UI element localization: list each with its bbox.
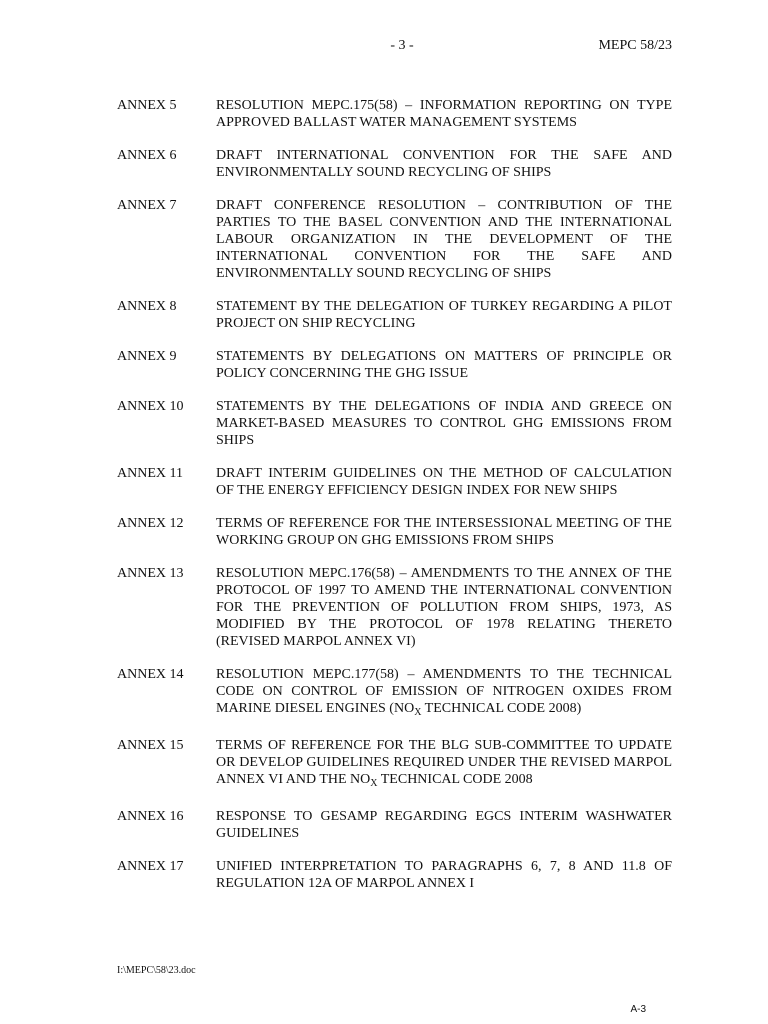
annex-title [216,147,672,181]
annex-title [216,808,672,842]
annex-title-text: RESPONSE TO GESAMP REGARDING EGCS INTERIM WASHWATER GUIDELINES [216,809,672,841]
page-number: - 3 - [390,38,414,53]
annex-row [117,565,672,650]
annex-title-text: DRAFT INTERIM GUIDELINES ON THE METHOD OF CALCULATION OF THE ENERGY EFFICIENCY DESIGN INDEX FOR NEW SHIPS [216,466,672,498]
annex-label: ANNEX 13 [117,566,184,581]
annex-title-text: TECHNICAL CODE 2008 [377,772,533,787]
annex-title [216,398,672,449]
annex-title-text: RESOLUTION MEPC.176(58) – AMENDMENTS TO THE ANNEX OF THE PROTOCOL OF 1997 TO AMEND THE INTERNATIONAL CONVENTION FOR THE PREVENTION OF POLLUTION FROM SHIPS, 1973, AS MODIFIED BY THE PROTOCOL OF 1978 RELATING THERETO (REVISED MARPOL ANNEX VI) [216,566,672,649]
annex-title [216,348,672,382]
annex-label: ANNEX 12 [117,516,184,531]
annex-title [216,465,672,499]
footer-file-path: I:\MEPC\58\23.doc [117,965,196,976]
annex-label: ANNEX 8 [117,299,177,314]
annex-row [117,348,672,382]
annex-label: ANNEX 14 [117,667,184,682]
annex-label: ANNEX 16 [117,809,184,824]
annex-row [117,666,672,721]
annex-row [117,97,672,131]
annex-title-text: UNIFIED INTERPRETATION TO PARAGRAPHS 6, 7, 8 AND 11.8 OF REGULATION 12A OF MARPOL ANNEX I [216,859,672,891]
annex-title [216,565,672,650]
annex-row [117,515,672,549]
annex-row [117,147,672,181]
annex-row [117,465,672,499]
annex-title-text: TERMS OF REFERENCE FOR THE INTERSESSIONAL MEETING OF THE WORKING GROUP ON GHG EMISSIONS FROM SHIPS [216,516,672,548]
annex-title-text: STATEMENTS BY THE DELEGATIONS OF INDIA AND GREECE ON MARKET-BASED MEASURES TO CONTROL GHG EMISSIONS FROM SHIPS [216,399,672,448]
document-reference: MEPC 58/23 [598,38,672,53]
annex-label: ANNEX 11 [117,466,183,481]
annex-label: ANNEX 9 [117,349,177,364]
annex-title [216,858,672,892]
annex-row [117,808,672,842]
annex-row [117,298,672,332]
annex-title-text: DRAFT INTERNATIONAL CONVENTION FOR THE SAFE AND ENVIRONMENTALLY SOUND RECYCLING OF SHIPS [216,148,672,180]
annex-title-text: STATEMENTS BY DELEGATIONS ON MATTERS OF PRINCIPLE OR POLICY CONCERNING THE GHG ISSUE [216,349,672,381]
annex-title [216,97,672,131]
annex-list [117,97,672,908]
annex-title [216,666,672,721]
annex-label: ANNEX 17 [117,859,184,874]
annex-title [216,515,672,549]
subscript-text: X [414,707,422,718]
annex-title [216,737,672,792]
annex-row [117,398,672,449]
annex-title-text: RESOLUTION MEPC.175(58) – INFORMATION REPORTING ON TYPE APPROVED BALLAST WATER MANAGEMENT SYSTEMS [216,98,672,130]
annex-title [216,197,672,282]
annex-title-text: STATEMENT BY THE DELEGATION OF TURKEY REGARDING A PILOT PROJECT ON SHIP RECYCLING [216,299,672,331]
annex-title [216,298,672,332]
annex-row [117,858,672,892]
annex-label: ANNEX 5 [117,98,177,113]
annex-label: ANNEX 15 [117,738,184,753]
annex-label: ANNEX 6 [117,148,177,163]
annex-title-text: RESOLUTION MEPC.177(58) – AMENDMENTS TO THE TECHNICAL CODE ON CONTROL OF EMISSION OF NITROGEN OXIDES FROM MARINE DIESEL ENGINES (NO [216,667,672,716]
annex-row [117,737,672,792]
annex-title-text: TERMS OF REFERENCE FOR THE BLG SUB-COMMITTEE TO UPDATE OR DEVELOP GUIDELINES REQUIRED UNDER THE REVISED MARPOL ANNEX VI AND THE NO [216,738,672,787]
subscript-text: X [370,778,378,789]
annex-label: ANNEX 7 [117,198,177,213]
annex-row [117,197,672,282]
annex-label: ANNEX 10 [117,399,184,414]
footer-page-code: A-3 [630,1004,646,1015]
annex-title-text: DRAFT CONFERENCE RESOLUTION – CONTRIBUTION OF THE PARTIES TO THE BASEL CONVENTION AND THE INTERNATIONAL LABOUR ORGANIZATION IN THE DEVELOPMENT OF THE INTERNATIONAL CONVENTION FOR THE SAFE AND ENVIRONMENTALLY SOUND RECYCLING OF SHIPS [216,198,672,281]
annex-title-text: TECHNICAL CODE 2008) [421,701,582,716]
